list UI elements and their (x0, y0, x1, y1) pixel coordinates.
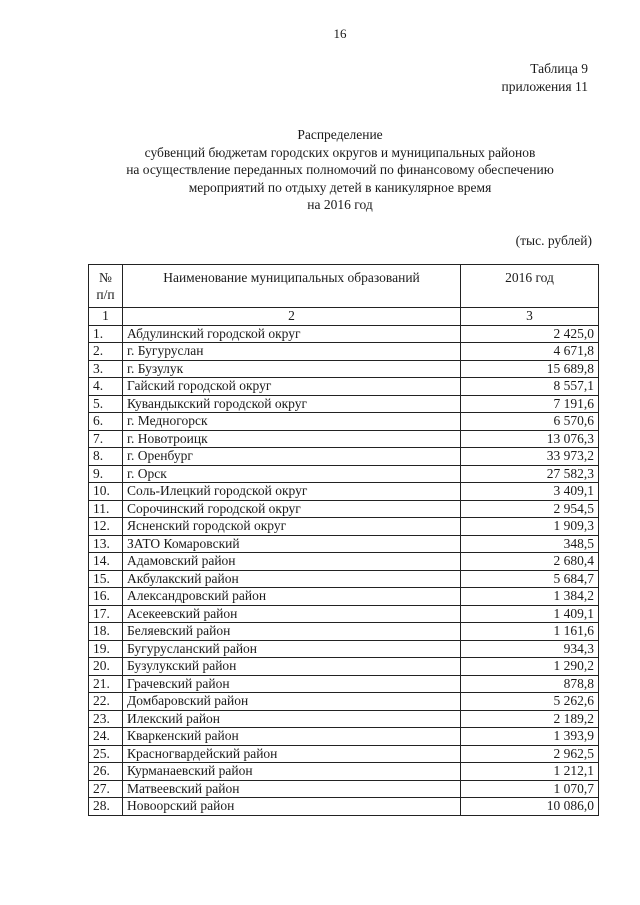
table-row (89, 570, 599, 588)
index-cell-2: 2 (123, 308, 461, 326)
table-row (89, 535, 599, 553)
row-number-cell: 22. (89, 693, 123, 711)
municipality-name-cell: Александровский район (123, 588, 461, 606)
municipality-name-cell: Кваркенский район (123, 728, 461, 746)
row-number-cell: 15. (89, 570, 123, 588)
table-row (89, 553, 599, 571)
amount-cell: 2 954,5 (461, 500, 599, 518)
amount-cell: 1 161,6 (461, 623, 599, 641)
row-number-cell: 19. (89, 640, 123, 658)
title-line1: Распределение (297, 127, 383, 142)
amount-cell: 33 973,2 (461, 448, 599, 466)
amount-cell: 10 086,0 (461, 798, 599, 816)
table-label-line2: приложения 11 (501, 79, 588, 94)
municipality-name-cell: Бузулукский район (123, 658, 461, 676)
row-number-cell: 17. (89, 605, 123, 623)
title-line3: на осуществление переданных полномочий по финансовому обеспечению (126, 162, 554, 177)
amount-cell: 8 557,1 (461, 378, 599, 396)
title-line4: мероприятий по отдыху детей в каникулярное время (188, 179, 492, 195)
row-number-cell: 27. (89, 780, 123, 798)
amount-cell: 3 409,1 (461, 483, 599, 501)
amount-cell: 1 909,3 (461, 518, 599, 536)
municipality-name-cell: Асекеевский район (123, 605, 461, 623)
amount-cell: 27 582,3 (461, 465, 599, 483)
header-num: № п/п (89, 265, 123, 308)
row-number-cell: 9. (89, 465, 123, 483)
row-number-cell: 12. (89, 518, 123, 536)
amount-cell: 2 680,4 (461, 553, 599, 571)
table-row (89, 763, 599, 781)
amount-cell: 1 384,2 (461, 588, 599, 606)
municipality-name-cell: ЗАТО Комаровский (123, 535, 461, 553)
row-number-cell: 26. (89, 763, 123, 781)
table-row (89, 360, 599, 378)
table-row (89, 658, 599, 676)
table-row (89, 588, 599, 606)
row-number-cell: 5. (89, 395, 123, 413)
amount-cell: 1 409,1 (461, 605, 599, 623)
table-row (89, 448, 599, 466)
table-row (89, 640, 599, 658)
table-row (89, 395, 599, 413)
amount-cell: 7 191,6 (461, 395, 599, 413)
amount-cell: 1 290,2 (461, 658, 599, 676)
row-number-cell: 20. (89, 658, 123, 676)
municipality-name-cell: Грачевский район (123, 675, 461, 693)
table-label (501, 60, 588, 96)
table-row (89, 728, 599, 746)
title-line2: субвенций бюджетам городских округов и муниципальных районов (144, 144, 536, 160)
row-number-cell: 7. (89, 430, 123, 448)
municipality-name-cell: Кувандыкский городской округ (123, 395, 461, 413)
municipality-name-cell: г. Оренбург (123, 448, 461, 466)
table-index-row (89, 308, 599, 326)
table-row (89, 500, 599, 518)
table-row (89, 798, 599, 816)
amount-cell: 878,8 (461, 675, 599, 693)
table-row (89, 605, 599, 623)
header-year: 2016 год (461, 265, 599, 308)
row-number-cell: 24. (89, 728, 123, 746)
table-body (89, 325, 599, 815)
municipality-name-cell: г. Медногорск (123, 413, 461, 431)
municipality-name-cell: г. Орск (123, 465, 461, 483)
document-title (40, 126, 640, 214)
municipality-name-cell: Соль-Илецкий городской округ (123, 483, 461, 501)
amount-cell: 6 570,6 (461, 413, 599, 431)
table-row (89, 378, 599, 396)
row-number-cell: 21. (89, 675, 123, 693)
table-row (89, 325, 599, 343)
table-row (89, 623, 599, 641)
row-number-cell: 11. (89, 500, 123, 518)
amount-cell: 934,3 (461, 640, 599, 658)
row-number-cell: 8. (89, 448, 123, 466)
row-number-cell: 25. (89, 745, 123, 763)
row-number-cell: 23. (89, 710, 123, 728)
amount-cell: 2 425,0 (461, 325, 599, 343)
table-row (89, 780, 599, 798)
index-cell-3: 3 (461, 308, 599, 326)
municipality-name-cell: Новоорский район (123, 798, 461, 816)
table-row (89, 465, 599, 483)
row-number-cell: 4. (89, 378, 123, 396)
municipality-name-cell: Абдулинский городской округ (123, 325, 461, 343)
amount-cell: 1 393,9 (461, 728, 599, 746)
municipality-name-cell: Илекский район (123, 710, 461, 728)
title-line5: на 2016 год (307, 197, 373, 212)
page-number: 16 (333, 26, 347, 41)
amount-cell: 15 689,8 (461, 360, 599, 378)
municipality-name-cell: Акбулакский район (123, 570, 461, 588)
municipality-name-cell: Бугурусланский район (123, 640, 461, 658)
row-number-cell: 14. (89, 553, 123, 571)
subvention-table (88, 264, 599, 816)
row-number-cell: 6. (89, 413, 123, 431)
row-number-cell: 10. (89, 483, 123, 501)
municipality-name-cell: Красногвардейский район (123, 745, 461, 763)
table-row (89, 483, 599, 501)
amount-cell: 5 684,7 (461, 570, 599, 588)
table-row (89, 693, 599, 711)
amount-cell: 4 671,8 (461, 343, 599, 361)
amount-cell: 13 076,3 (461, 430, 599, 448)
municipality-name-cell: Курманаевский район (123, 763, 461, 781)
municipality-name-cell: Гайский городской округ (123, 378, 461, 396)
table-row (89, 413, 599, 431)
index-cell-1: 1 (89, 308, 123, 326)
amount-cell: 1 070,7 (461, 780, 599, 798)
amount-cell: 1 212,1 (461, 763, 599, 781)
row-number-cell: 2. (89, 343, 123, 361)
table-row (89, 430, 599, 448)
municipality-name-cell: Беляевский район (123, 623, 461, 641)
table-row (89, 675, 599, 693)
table-label-line1: Таблица 9 (530, 61, 588, 76)
header-name: Наименование муниципальных образований (123, 265, 461, 308)
row-number-cell: 16. (89, 588, 123, 606)
row-number-cell: 3. (89, 360, 123, 378)
table-row (89, 710, 599, 728)
amount-cell: 348,5 (461, 535, 599, 553)
amount-cell: 2 189,2 (461, 710, 599, 728)
municipality-name-cell: Ясненский городской округ (123, 518, 461, 536)
municipality-name-cell: Домбаровский район (123, 693, 461, 711)
municipality-name-cell: г. Новотроицк (123, 430, 461, 448)
table-header-row (89, 265, 599, 308)
row-number-cell: 13. (89, 535, 123, 553)
municipality-name-cell: Сорочинский городской округ (123, 500, 461, 518)
amount-cell: 5 262,6 (461, 693, 599, 711)
row-number-cell: 28. (89, 798, 123, 816)
table-row (89, 343, 599, 361)
row-number-cell: 1. (89, 325, 123, 343)
municipality-name-cell: Матвеевский район (123, 780, 461, 798)
table-row (89, 745, 599, 763)
municipality-name-cell: г. Бузулук (123, 360, 461, 378)
row-number-cell: 18. (89, 623, 123, 641)
amount-cell: 2 962,5 (461, 745, 599, 763)
municipality-name-cell: г. Бугуруслан (123, 343, 461, 361)
municipality-name-cell: Адамовский район (123, 553, 461, 571)
units-note: (тыс. рублей) (515, 233, 592, 248)
table-row (89, 518, 599, 536)
